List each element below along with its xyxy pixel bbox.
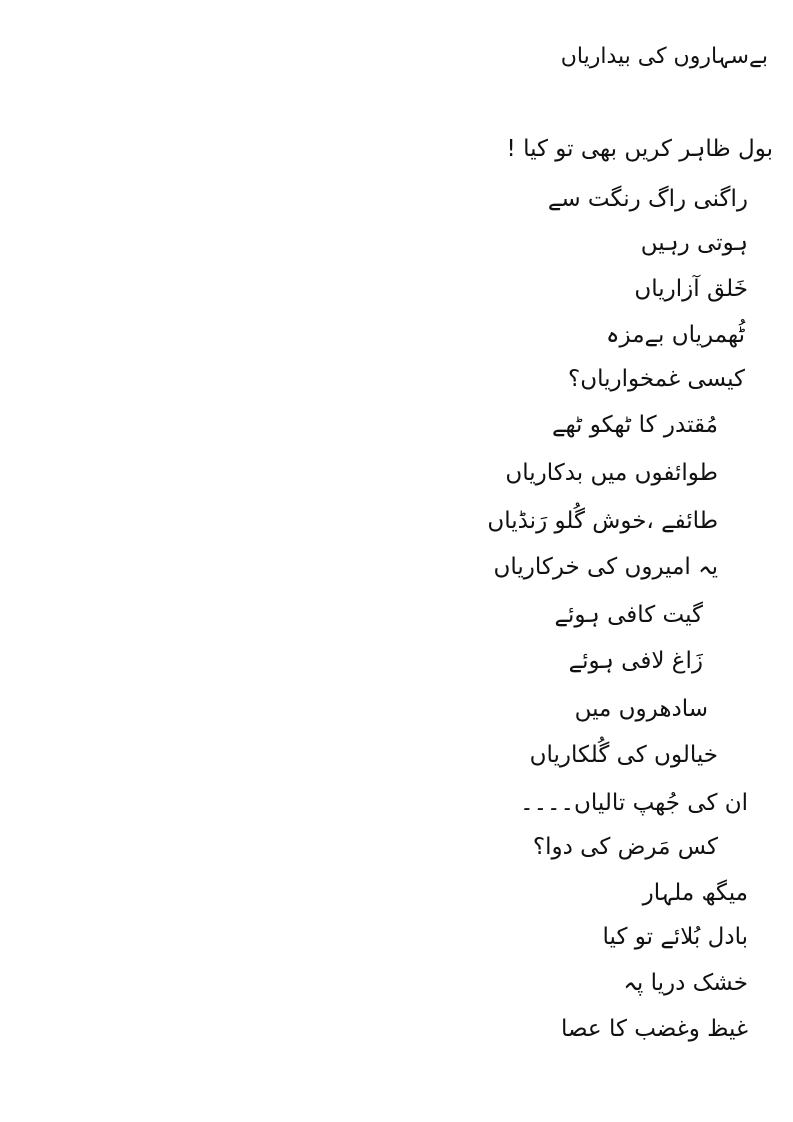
poem-line: راگنی راگ رنگت سے: [547, 186, 748, 212]
poem-line: ان کی جُھپ تالیاں۔۔۔۔: [520, 790, 748, 816]
poem-line: غیظ وغضب کا عصا: [560, 1016, 748, 1042]
poem-line: خَلق آزاریاں: [634, 276, 748, 302]
poem-line: میگھ ملہار: [642, 880, 748, 906]
poem-line: طوائفوں میں بدکاریاں: [505, 460, 718, 486]
poem-line: مُقتدر کا ٹھکو ٹھے: [551, 412, 718, 438]
poem-line: طائفے ،خوش گُلو رَنڈیاں: [487, 508, 718, 534]
poem-line: خشک دریا پہ: [623, 970, 748, 996]
poem-line: کیسی غمخواریاں؟: [568, 366, 745, 392]
poem-line: ہوتی رہیں: [640, 230, 748, 256]
poem-line: بادل بُلائے تو کیا: [602, 924, 748, 950]
poem-title: بےسہاروں کی بیداریاں: [560, 44, 768, 69]
poem-line: کس مَرض کی دوا؟: [532, 834, 718, 860]
poem-line: گیت کافی ہوئے: [554, 602, 703, 628]
poem-line: سادھروں میں: [574, 696, 708, 722]
poem-line: بول ظاہر کریں بھی تو کیا !: [506, 136, 773, 162]
poem-line: یہ امیروں کی خرکاریاں: [493, 554, 718, 580]
poem-line: خیالوں کی گُلکاریاں: [529, 742, 718, 768]
poem-line: زَاغ لافی ہوئے: [568, 648, 703, 674]
poem-line: ٹُھمریاں بےمزہ: [606, 322, 745, 348]
